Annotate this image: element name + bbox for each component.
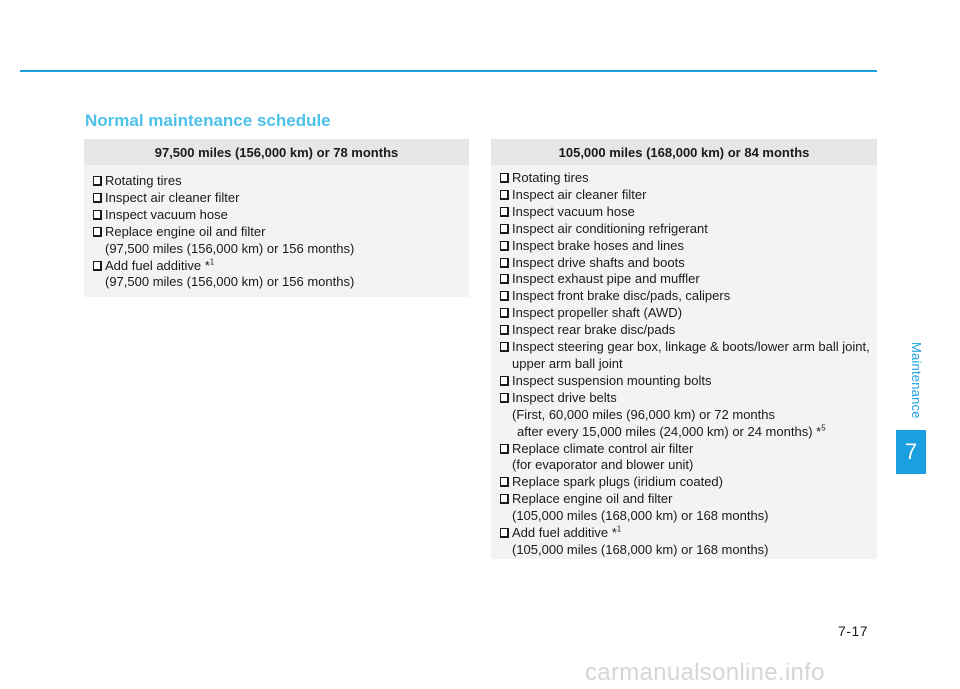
- checkbox-icon: [500, 274, 509, 284]
- checklist-item: [500, 221, 877, 238]
- checklist-item: [500, 187, 877, 204]
- schedule-card-105000: [491, 139, 877, 559]
- checklist-item-text: Replace engine oil and filter: [105, 223, 266, 239]
- checklist-item: [500, 491, 877, 525]
- chapter-tab-label: Maintenance: [909, 341, 924, 419]
- checkbox-icon: [500, 528, 509, 538]
- checklist-item: [500, 390, 877, 441]
- checklist-item-note: (105,000 miles (168,000 km) or 168 months): [512, 508, 769, 524]
- checklist-item-text: Inspect air cleaner filter: [105, 189, 240, 205]
- checklist-item-text: Rotating tires: [105, 173, 182, 188]
- checkbox-icon: [500, 342, 509, 352]
- checkbox-icon: [500, 494, 509, 504]
- checklist-item: [500, 238, 877, 255]
- checklist-item-text: Add fuel additive *: [105, 257, 210, 273]
- checkbox-icon: [500, 241, 509, 251]
- checkbox-icon: [93, 193, 102, 203]
- checklist-item-note: (First, 60,000 miles (96,000 km) or 72 months: [512, 406, 775, 422]
- checklist-item-note-text: after every 15,000 miles (24,000 km) or 24 months) *: [517, 423, 822, 439]
- checkbox-icon: [93, 176, 102, 186]
- checklist-item-text: Inspect propeller shaft (AWD): [512, 305, 683, 321]
- checkbox-icon: [500, 444, 509, 454]
- checkbox-icon: [93, 261, 102, 271]
- schedule-item-list: [491, 165, 877, 559]
- checkbox-icon: [500, 224, 509, 234]
- schedule-item-list: [84, 165, 469, 291]
- checklist-item: [500, 373, 877, 390]
- checklist-item: [93, 258, 469, 292]
- page-number: 7-17: [838, 623, 869, 639]
- checklist-item-note: (105,000 miles (168,000 km) or 168 months): [512, 541, 769, 557]
- schedule-card-header: 105,000 miles (168,000 km) or 84 months: [491, 139, 877, 165]
- checkbox-icon: [93, 210, 102, 220]
- checklist-item-text: Inspect drive shafts and boots: [512, 254, 685, 270]
- watermark: carmanualsonline.info: [585, 659, 825, 686]
- checkbox-icon: [500, 190, 509, 200]
- checklist-item-text: Rotating tires: [512, 170, 589, 185]
- checklist-item-text: Inspect vacuum hose: [105, 206, 228, 222]
- checklist-item: [500, 525, 877, 559]
- checklist-item-text: Inspect suspension mounting bolts: [512, 372, 712, 388]
- checkbox-icon: [500, 308, 509, 318]
- checklist-item-text: Inspect rear brake disc/pads: [512, 322, 676, 338]
- checkbox-icon: [500, 477, 509, 487]
- checkbox-icon: [500, 291, 509, 301]
- checklist-item: [93, 207, 469, 224]
- checklist-item: [500, 441, 877, 475]
- checklist-item-note: (97,500 miles (156,000 km) or 156 months): [105, 274, 355, 290]
- checklist-item: [93, 190, 469, 207]
- checklist-item-note: [512, 424, 877, 441]
- checklist-item-note: (97,500 miles (156,000 km) or 156 months): [105, 240, 355, 256]
- checklist-item-text: Replace spark plugs (iridium coated): [512, 474, 723, 490]
- checklist-item: [93, 173, 469, 190]
- checklist-item-text: Inspect vacuum hose: [512, 203, 635, 219]
- checkbox-icon: [93, 227, 102, 237]
- footnote-marker: 5: [821, 423, 826, 433]
- checkbox-icon: [500, 258, 509, 268]
- checklist-item: [500, 305, 877, 322]
- chapter-tab[interactable]: [896, 330, 926, 474]
- checklist-item: [500, 271, 877, 288]
- checklist-item-text: Replace engine oil and filter: [512, 491, 673, 507]
- checklist-item-text: Inspect exhaust pipe and muffler: [512, 271, 700, 287]
- checkbox-icon: [500, 393, 509, 403]
- section-title: Normal maintenance schedule: [85, 111, 331, 130]
- checklist-item-text: Inspect brake hoses and lines: [512, 237, 684, 253]
- checklist-item-text: Inspect front brake disc/pads, calipers: [512, 288, 731, 304]
- checkbox-icon: [500, 173, 509, 183]
- checklist-item-text: Replace climate control air filter: [512, 440, 694, 456]
- checklist-item: [500, 322, 877, 339]
- checklist-item-note: (for evaporator and blower unit): [512, 457, 694, 473]
- top-rule: [20, 70, 877, 72]
- checklist-item-text: Inspect drive belts: [512, 389, 617, 405]
- schedule-card-97500: [84, 139, 469, 297]
- checklist-item: [93, 224, 469, 258]
- chapter-number-badge: 7: [896, 430, 926, 474]
- footnote-marker: 1: [209, 257, 215, 267]
- checkbox-icon: [500, 376, 509, 386]
- checklist-item-text: Inspect air cleaner filter: [512, 186, 647, 202]
- checklist-item: [500, 170, 877, 187]
- schedule-card-header: 97,500 miles (156,000 km) or 78 months: [84, 139, 469, 165]
- checkbox-icon: [500, 325, 509, 335]
- checklist-item-text: Inspect air conditioning refrigerant: [512, 220, 708, 236]
- checklist-item: [500, 255, 877, 272]
- checklist-item: [500, 339, 877, 373]
- footnote-marker: 1: [616, 524, 622, 534]
- checklist-item-text: Inspect steering gear box, linkage & boots/lower arm ball joint, upper arm ball joint: [512, 339, 870, 371]
- checklist-item: [500, 474, 877, 491]
- checkbox-icon: [500, 207, 509, 217]
- checklist-item: [500, 204, 877, 221]
- checklist-item-text: Add fuel additive *: [512, 525, 617, 541]
- checklist-item: [500, 288, 877, 305]
